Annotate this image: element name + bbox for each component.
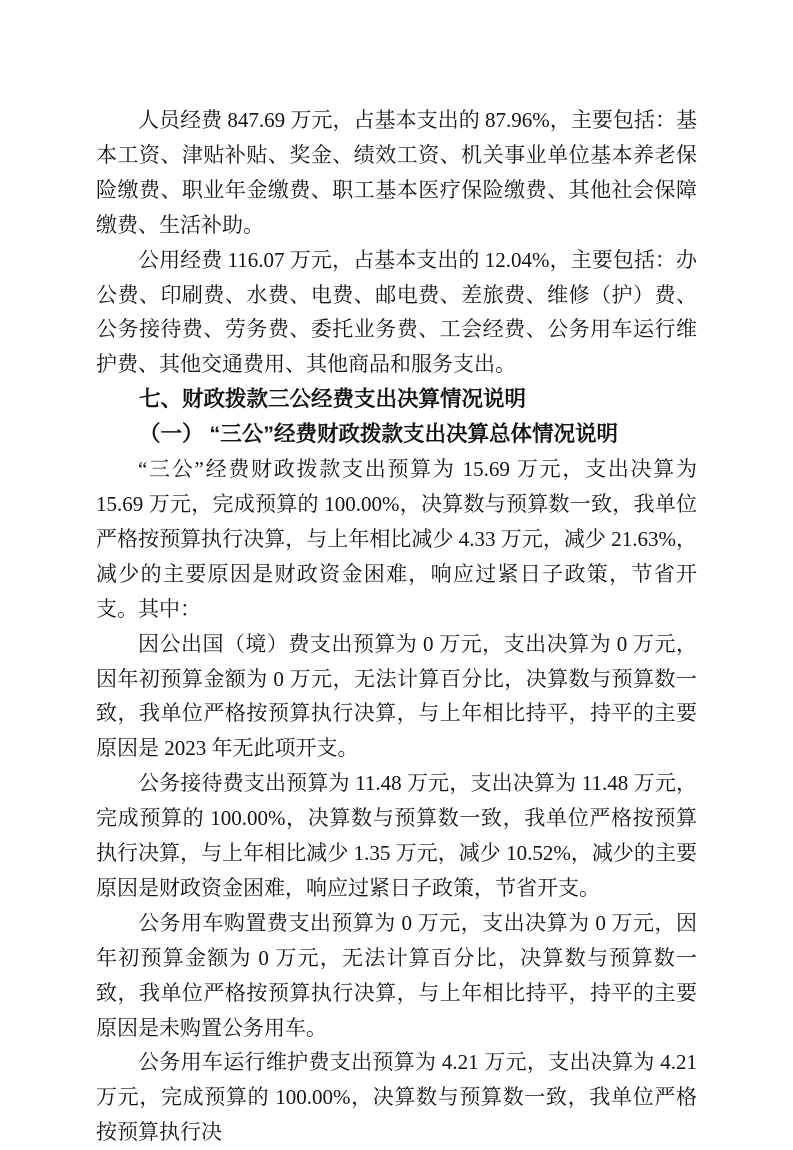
paragraph-three-public-total: “三公”经费财政拨款支出预算为 15.69 万元，支出决算为 15.69 万元，完成预算的 100.00%，决算数与预算数一致，我单位严格按预算执行决算，与上年相比减少 4.33 万元，减少 21.63%，减少的主要原因是财政资金困难，响应过紧日子政策，节省开支。其中： <box>96 457 697 621</box>
paragraph-overseas-travel-expense: 因公出国（境）费支出预算为 0 万元，支出决算为 0 万元，因年初预算金额为 0 万元，无法计算百分比，决算数与预算数一致，我单位严格按预算执行决算，与上年相比持平，持平的主要原因是 2023 年无此项开支。 <box>96 631 697 761</box>
paragraph-personnel-expense: 人员经费 847.69 万元，占基本支出的 87.96%，主要包括：基本工资、津贴补贴、奖金、绩效工资、机关事业单位基本养老保险缴费、职业年金缴费、职工基本医疗保险缴费、其他社会保障缴费、生活补助。 <box>96 108 697 237</box>
subsection-heading-overall-status: （一） “三公”经费财政拨款支出决算总体情况说明 <box>139 422 618 447</box>
paragraph-vehicle-purchase-expense: 公务用车购置费支出预算为 0 万元，支出决算为 0 万元，因年初预算金额为 0 万元，无法计算百分比，决算数与预算数一致，我单位严格按预算执行决算，与上年相比持平，持平的主要原因是未购置公务用车。 <box>96 910 697 1040</box>
section-heading-three-public-funds: 七、财政拨款三公经费支出决算情况说明 <box>139 387 527 412</box>
paragraph-official-reception-expense: 公务接待费支出预算为 11.48 万元，支出决算为 11.48 万元，完成预算的 100.00%，决算数与预算数一致，我单位严格按预算执行决算，与上年相比减少 1.35 万元，减少 10.52%，减少的主要原因是财政资金困难，响应过紧日子政策，节省开支。 <box>96 771 697 900</box>
paragraph-public-expense: 公用经费 116.07 万元，占基本支出的 12.04%，主要包括：办公费、印刷费、水费、电费、邮电费、差旅费、维修（护）费、公务接待费、劳务费、委托业务费、工会经费、公务用车运行维护费、其他交通费用、其他商品和服务支出。 <box>96 247 697 377</box>
document-text-area <box>96 103 697 1150</box>
paragraph-vehicle-maintenance-expense: 公务用车运行维护费支出预算为 4.21 万元，支出决算为 4.21 万元，完成预算的 100.00%，决算数与预算数一致，我单位严格按预算执行决 <box>96 1050 697 1145</box>
